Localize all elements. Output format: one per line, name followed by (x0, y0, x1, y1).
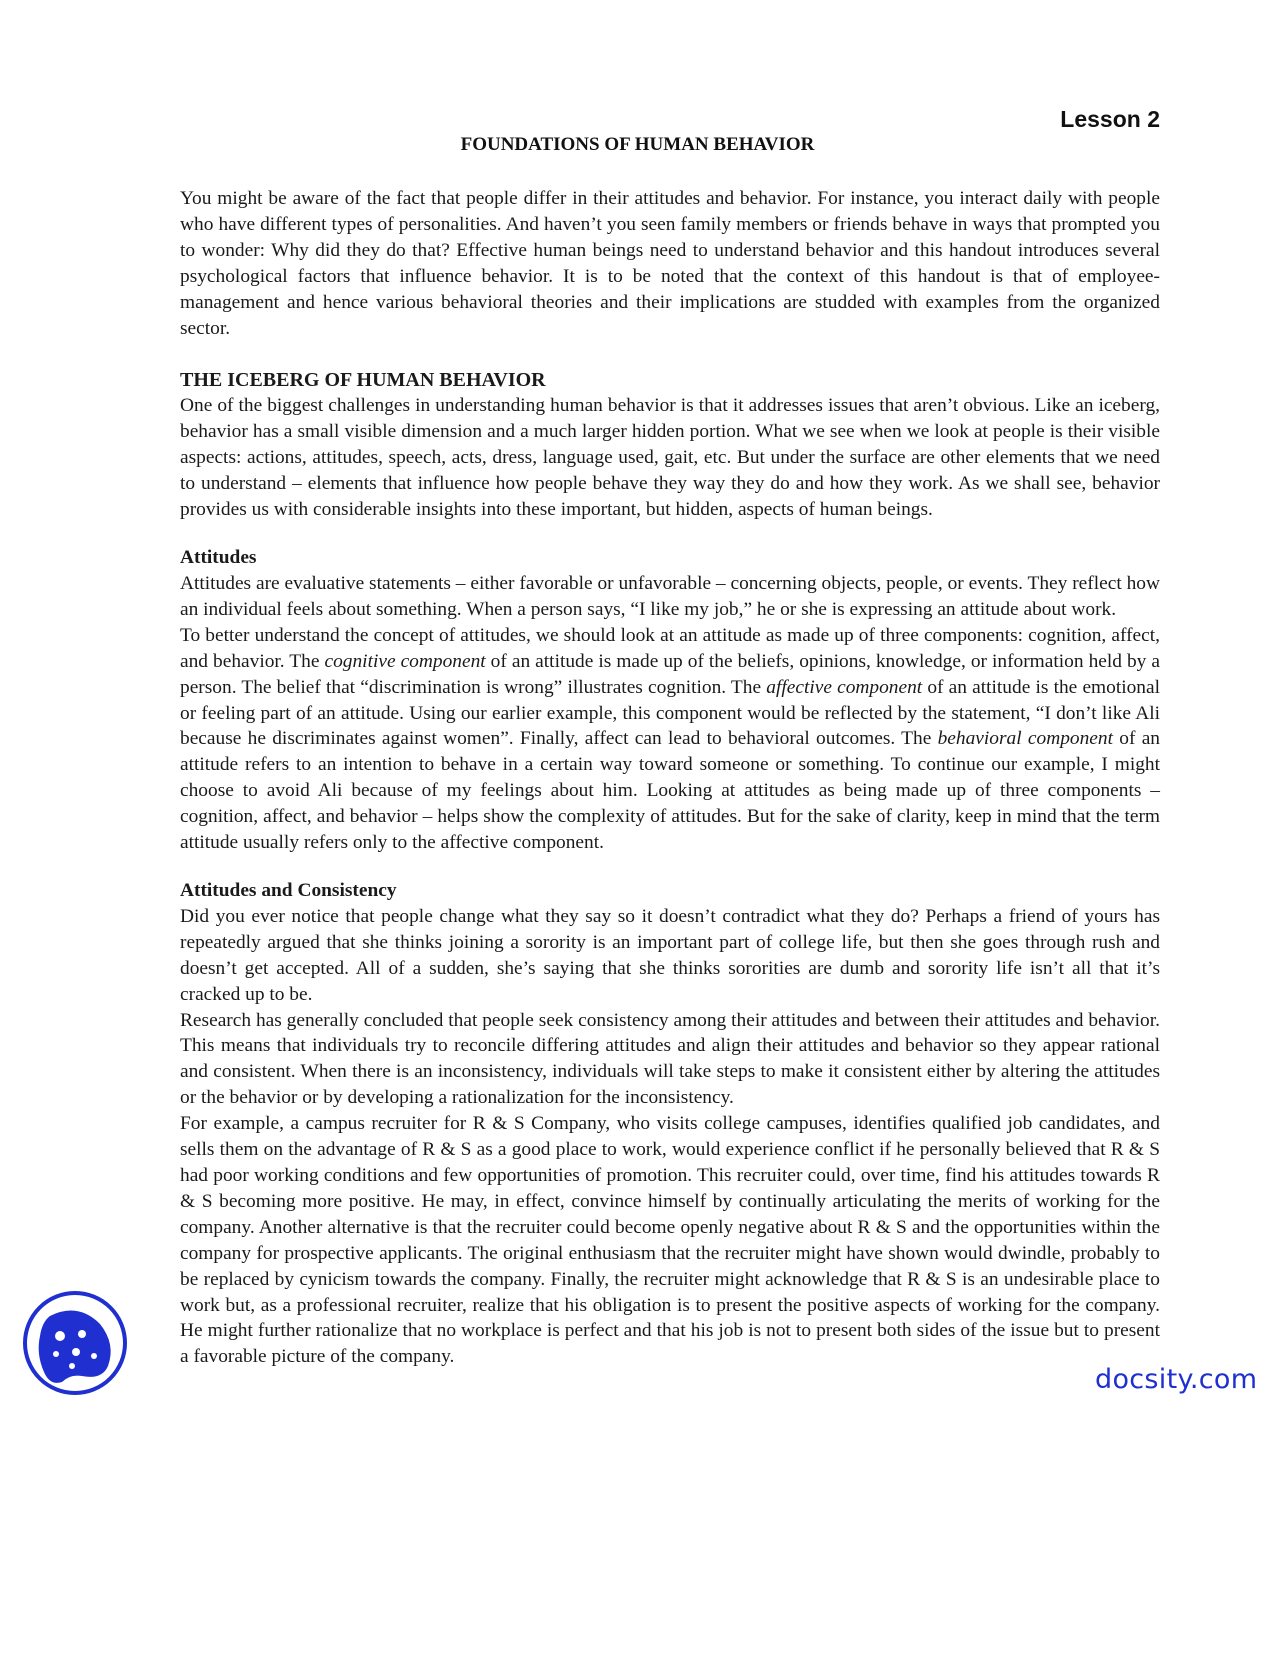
attitudes-heading: Attitudes (180, 546, 257, 568)
attitudes-p2-part-d: of an attitude refers to an intention to behave in a certain way toward someone or something. To continue our example, I might choose to avoid Ali because of my feelings about him. Looking at attitudes as being made up of three components – cognition, affect, and behavior – helps show the complexity of attitudes. But for the sake of clarity, keep in mind that the term attitude usually refers only to the affective component. (180, 728, 1160, 854)
cognitive-component-term: cognitive component (324, 650, 486, 672)
iceberg-heading: THE ICEBERG OF HUMAN BEHAVIOR (180, 369, 546, 392)
consistency-heading: Attitudes and Consistency (180, 879, 397, 901)
affective-component-term: affective component (766, 676, 923, 698)
attitudes-p2-part-a: To better understand the concept of attitudes, we should look at an attitude as made up of three components: cognition, affect, and behavior. The (180, 624, 1160, 672)
page-title: FOUNDATIONS OF HUMAN BEHAVIOR (460, 134, 815, 155)
behavioral-component-term: behavioral component (937, 728, 1113, 750)
attitudes-p2-part-b: of an attitude is made up of the beliefs, opinions, knowledge, or information held by a person. The belief that “discrimination is wrong” illustrates cognition. The (180, 650, 1160, 698)
consistency-paragraph-3: For example, a campus recruiter for R & S Company, who visits college campuses, identifies qualified job candidates, and sells them on the advantage of R & S as a good place to work, would experience conflict if he personally believed that R & S had poor working conditions and few opportunities of promotion. This recruiter could, over time, find his attitudes towards R & S becoming more positive. He may, in effect, convince himself by continually articulating the merits of working for the company. Another alternative is that the recruiter could become openly negative about R & S and the opportunities within the company for prospective applicants. The original enthusiasm that the recruiter might have shown would dwindle, probably to be replaced by cynicism towards the company. Finally, the recruiter might acknowledge that R & S is an undesirable place to work but, as a professional recruiter, realize that his obligation is to present the positive aspects of working for the company. He might further rationalize that no workplace is perfect and that his job is not to present both sides of the issue but to present a favorable picture of the company. (180, 1113, 1160, 1368)
iceberg-paragraph: One of the biggest challenges in understanding human behavior is that it addresses issues that aren’t obvious. Like an iceberg, behavior has a small visible dimension and a much larger hidden portion. What we see when we look at people is their visible aspects: actions, attitudes, speech, acts, dress, language used, gait, etc. But under the surface are other elements that we need to understand – elements that influence how people behave they way they do and how they work. As we shall see, behavior provides us with considerable insights into these important, but hidden, aspects of human beings. (180, 395, 1160, 521)
attitudes-paragraph-1: Attitudes are evaluative statements – either favorable or unfavorable – concerning objects, people, or events. They reflect how an individual feels about something. When a person says, “I like my job,” he or she is expressing an attitude about work. (180, 572, 1160, 620)
consistency-paragraph-1: Did you ever notice that people change what they say so it doesn’t contradict what they do? Perhaps a friend of yours has repeatedly argued that she thinks joining a sorority is an important part of college life, but then she goes through rush and doesn’t get accepted. All of a sudden, she’s saying that she thinks sororities are dumb and sorority life isn’t all that it’s cracked up to be. (180, 905, 1160, 1005)
docsity-watermark[interactable]: docsity.com (1095, 1364, 1258, 1395)
docsity-logo-icon (20, 1288, 130, 1398)
lesson-label: Lesson 2 (1060, 106, 1160, 132)
attitudes-paragraph-2 (180, 623, 1160, 856)
attitudes-p2-part-c: of an attitude is the emotional or feeling part of an attitude. Using our earlier example, this component would be reflected by the statement, “I don’t like Ali because he discriminates against women”. Finally, affect can lead to behavioral outcomes. The (180, 676, 1160, 750)
consistency-paragraph-2: Research has generally concluded that people seek consistency among their attitudes and between their attitudes and behavior. This means that individuals try to reconcile differing attitudes and align their attitudes and behavior so they appear rational and consistent. When there is an inconsistency, individuals will take steps to make it consistent either by altering the attitudes or the behavior or by developing a rationalization for the inconsistency. (180, 1009, 1160, 1109)
document-body (180, 186, 1160, 1370)
intro-paragraph: You might be aware of the fact that people differ in their attitudes and behavior. For instance, you interact daily with people who have different types of personalities. And haven’t you seen family members or friends behave in ways that prompted you to wonder: Why did they do that? Effective human beings need to understand behavior and this handout introduces several psychological factors that influence behavior. It is to be noted that the context of this handout is that of employee-management and hence various behavioral theories and their implications are studded with examples from the organized sector. (180, 188, 1160, 339)
